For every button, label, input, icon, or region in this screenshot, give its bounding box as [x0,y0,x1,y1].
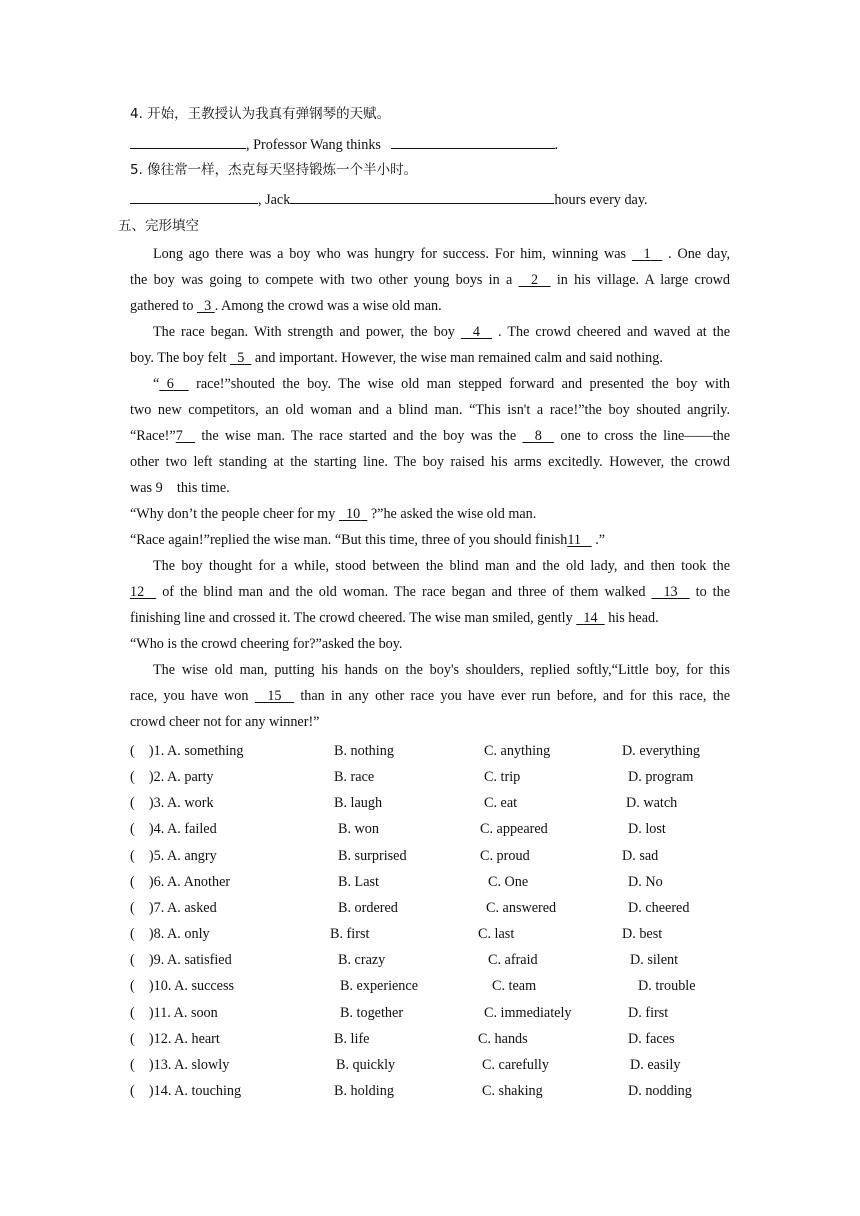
question-option-b[interactable]: B. holding [334,1082,394,1099]
blank-4: 4 [472,324,481,340]
q5-end-text: hours every day. [554,192,648,208]
question-option-c[interactable]: C. shaking [482,1082,543,1099]
question-option-a[interactable]: ( )10. A. success [130,978,235,995]
question-option-c[interactable]: C. One [488,873,529,890]
section-title: 五、完形填空 [118,218,199,234]
question-option-b[interactable]: B. nothing [334,743,394,759]
passage-line: “Who is the crowd cheering for?”asked the boy. [130,636,403,652]
question-option-d[interactable]: D. trouble [638,978,696,995]
question-option-a[interactable]: ( )7. A. asked [130,899,217,916]
question-option-b[interactable]: B. crazy [338,952,386,969]
passage-line: two new competitors, an old woman and a blind man. “This isn't a race!”the boy shouted angrily. [130,402,730,418]
passage-text: the wise man. The race started and the boy was the [201,428,517,444]
question-option-b[interactable]: B. race [334,769,375,786]
passage-line: The boy thought for a while, stood between the blind man and the old lady, and then took the [153,558,730,574]
passage-line [153,244,730,264]
passage-line [130,296,730,316]
blank-3: 3 [204,298,212,314]
question-option-d[interactable]: D. faces [628,1030,675,1047]
answer-blank[interactable] [130,133,246,149]
question-option-c[interactable]: C. answered [486,899,557,916]
question-option-d[interactable]: D. easily [630,1056,681,1073]
blank-15: 15 [267,688,282,704]
passage-line [130,504,730,524]
blank-2: 2 [530,272,539,288]
question-option-a[interactable]: ( )14. A. touching [130,1082,242,1099]
translation-q4-prompt: 4. 开始，王教授认为我真有弹钢琴的天赋。 [130,106,391,122]
question-option-c[interactable]: C. last [478,926,515,943]
passage-line [130,530,730,550]
question-option-b[interactable]: B. won [338,821,379,838]
passage-line: other two left standing at the starting line. The boy raised his arms excitedly. However, the crowd [130,454,730,470]
passage-text: than in any other race you have ever run before, and for this race, the [300,688,731,704]
passage-text: The race began. With strength and power, the boy [153,324,455,340]
passage-text: finishing line and crossed it. The crowd cheered. The wise man smiled, gently [130,610,573,626]
passage-text: “ [153,376,160,392]
question-option-c[interactable]: C. hands [478,1030,528,1047]
passage-text: “Why don’t the people cheer for my [130,506,336,522]
passage-line: crowd cheer not for any winner!” [130,714,320,730]
q5-middle-text: , Jack [258,192,291,208]
passage-text: and important. However, the wise man remained calm and said nothing. [254,350,663,366]
passage-line [130,348,730,368]
blank-11: 11 [567,532,581,548]
question-option-a[interactable]: ( )11. A. soon [130,1004,218,1021]
question-option-d[interactable]: D. No [628,873,663,890]
passage-text: .” [595,532,606,548]
question-option-d[interactable]: D. program [628,769,694,786]
passage-text: “Race!” [130,428,176,444]
question-option-b[interactable]: B. quickly [336,1056,396,1073]
blank-6: 6 [166,376,174,392]
question-option-d[interactable]: D. first [628,1004,669,1021]
blank-8: 8 [534,428,542,444]
passage-text: boy. The boy felt [130,350,227,366]
question-option-b[interactable]: B. together [340,1004,404,1021]
question-option-c[interactable]: C. anything [484,743,551,759]
question-option-c[interactable]: C. appeared [480,821,548,838]
translation-q5-answer-line [130,188,730,210]
question-option-d[interactable]: D. lost [628,821,666,838]
question-option-c[interactable]: C. afraid [488,952,538,969]
blank-14: 14 [583,610,598,626]
passage-text: his head. [608,610,659,626]
question-option-a[interactable]: ( )5. A. angry [130,847,217,864]
answer-blank[interactable] [130,188,258,204]
question-option-a[interactable]: ( )9. A. satisfied [130,952,232,969]
question-option-b[interactable]: B. experience [340,978,418,995]
question-option-b[interactable]: B. life [334,1030,370,1047]
q4-end-text: . [554,137,559,153]
question-option-c[interactable]: C. eat [484,795,518,812]
question-option-a[interactable]: ( )1. A. something [130,743,244,759]
question-option-d[interactable]: D. silent [630,952,679,969]
passage-line [153,374,730,394]
blank-5: 5 [237,350,245,366]
passage-line [130,608,730,628]
question-option-a[interactable]: ( )6. A. Another [130,873,231,890]
blank-12: 12 [130,584,145,600]
question-option-d[interactable]: D. nodding [628,1082,692,1099]
passage-line [130,426,730,446]
passage-text: of the blind man and the old woman. The race began and three of them walked [162,584,646,600]
passage-line [130,582,730,602]
passage-text: . The crowd cheered and waved at the [498,324,731,340]
translation-q5-prompt: 5. 像往常一样，杰克每天坚持锻炼一个半小时。 [130,162,418,178]
blank-7: 7 [175,428,183,444]
passage-text: gathered to [130,298,194,314]
passage-text: to the [695,584,731,600]
translation-q4-answer-line [130,133,730,155]
question-option-d[interactable]: D. best [622,926,663,943]
question-option-d[interactable]: D. watch [626,795,678,812]
passage-line: was 9 this time. [130,480,230,496]
blank-10: 10 [346,506,361,522]
question-option-c[interactable]: C. proud [480,847,530,864]
passage-text: one to cross the line——the [560,428,731,444]
question-option-b[interactable]: B. ordered [338,899,398,916]
blank-1: 1 [643,246,651,262]
question-option-a[interactable]: ( )3. A. work [130,795,214,812]
passage-text: “Race again!”replied the wise man. “But this time, three of you should finish [130,532,568,548]
question-option-d[interactable]: D. sad [622,847,659,864]
passage-text: . Among the crowd was a wise old man. [214,298,442,314]
passage-text: the boy was going to compete with two other young boys in a [130,272,513,288]
question-option-a[interactable]: ( )2. A. party [130,769,214,786]
question-option-b[interactable]: B. Last [338,873,379,890]
question-option-c[interactable]: C. immediately [484,1004,572,1021]
question-option-b[interactable]: B. first [330,926,370,943]
passage-line [130,686,730,706]
passage-text: race, you have won [130,688,249,704]
question-option-c[interactable]: C. team [492,978,537,995]
passage-text: race!”shouted the boy. The wise old man stepped forward and presented the boy with [196,376,731,392]
answer-blank[interactable] [391,133,555,149]
question-option-a[interactable]: ( )13. A. slowly [130,1056,230,1073]
q4-middle-text: , Professor Wang thinks [246,137,381,153]
question-option-c[interactable]: C. trip [484,769,521,786]
question-option-d[interactable]: D. everything [622,743,701,759]
question-option-a[interactable]: ( )4. A. failed [130,821,217,838]
passage-line [153,322,730,342]
answer-blank[interactable] [290,188,554,204]
passage-line [130,270,730,290]
passage-text: ?”he asked the wise old man. [370,506,537,522]
passage-text: Long ago there was a boy who was hungry for success. For him, winning was [153,246,627,262]
question-option-a[interactable]: ( )12. A. heart [130,1030,220,1047]
passage-line: The wise old man, putting his hands on the boy's shoulders, replied softly,“Little boy, for this [153,662,730,678]
question-option-b[interactable]: B. laugh [334,795,383,812]
question-option-c[interactable]: C. carefully [482,1056,549,1073]
passage-text: . One day, [668,246,731,262]
blank-13: 13 [663,584,678,600]
question-option-b[interactable]: B. surprised [338,847,407,864]
passage-text: in his village. A large crowd [556,272,730,288]
question-option-d[interactable]: D. cheered [628,899,690,916]
question-option-a[interactable]: ( )8. A. only [130,926,210,943]
